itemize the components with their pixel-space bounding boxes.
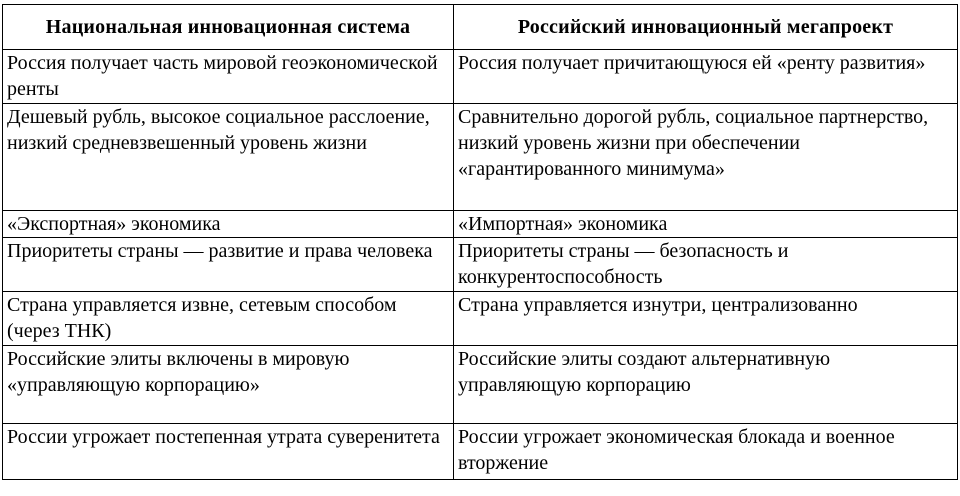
table-row bbox=[3, 346, 958, 424]
cell-right: Страна управляется изнутри, централизованно bbox=[454, 292, 958, 346]
table-header-row bbox=[3, 5, 958, 50]
cell-left: Приоритеты страны — развитие и права человека bbox=[3, 238, 454, 292]
cell-right: Приоритеты страны — безопасность и конкурентоспособность bbox=[454, 238, 958, 292]
cell-left: Россия получает часть мировой геоэкономической ренты bbox=[3, 50, 454, 104]
cell-left: России угрожает постепенная утрата суверенитета bbox=[3, 424, 454, 480]
table-row bbox=[3, 50, 958, 104]
header-national-innovation-system: Национальная инновационная система bbox=[3, 5, 454, 50]
table-row bbox=[3, 238, 958, 292]
table-row bbox=[3, 292, 958, 346]
table-row bbox=[3, 424, 958, 480]
cell-left: Дешевый рубль, высокое социальное расслоение, низкий средневзвешенный уровень жизни bbox=[3, 104, 454, 211]
cell-right: Российские элиты создают альтернативную управляющую корпорацию bbox=[454, 346, 958, 424]
cell-left: «Экспортная» экономика bbox=[3, 211, 454, 238]
cell-right: Россия получает причитающуюся ей «ренту развития» bbox=[454, 50, 958, 104]
cell-right: «Импортная» экономика bbox=[454, 211, 958, 238]
header-russian-innovation-megaproject: Российский инновационный мегапроект bbox=[454, 5, 958, 50]
cell-right: Сравнительно дорогой рубль, социальное партнерство, низкий уровень жизни при обеспечении «гарантированного минимума» bbox=[454, 104, 958, 211]
cell-left: Российские элиты включены в мировую «управляющую корпорацию» bbox=[3, 346, 454, 424]
comparison-table bbox=[2, 4, 958, 480]
table-row bbox=[3, 104, 958, 211]
cell-left: Страна управляется извне, сетевым способом (через ТНК) bbox=[3, 292, 454, 346]
table-row bbox=[3, 211, 958, 238]
cell-right: России угрожает экономическая блокада и военное вторжение bbox=[454, 424, 958, 480]
